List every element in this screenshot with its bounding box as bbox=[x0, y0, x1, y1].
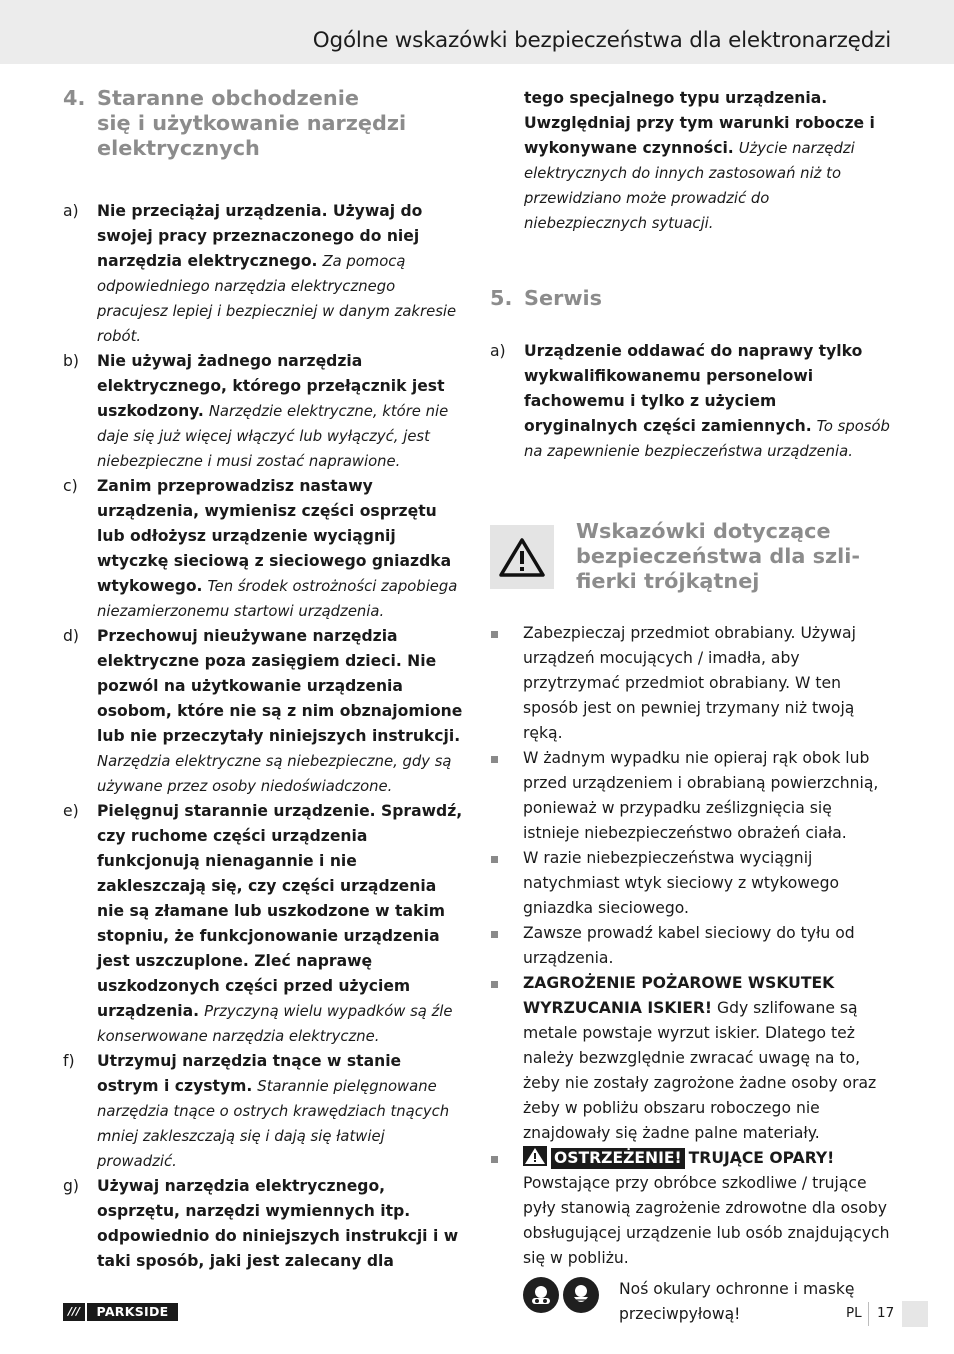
bullet-bold-text: ZAGROŻENIE POŻAROWE WSKUTEK WYRZUCANIA ISKIER! bbox=[523, 974, 835, 1017]
page-title: Ogólne wskazówki bezpieczeństwa dla elektronarzędzi bbox=[312, 28, 891, 53]
list-marker: c) bbox=[63, 477, 78, 495]
section-4-title-line: elektrycznych bbox=[97, 136, 260, 160]
item-italic-text: Użycie narzędzi elektrycznych do innych zastosowań niż to przewidziano może prowadzić do niebezpiecznych sytuacji. bbox=[524, 140, 855, 232]
bullet-item bbox=[490, 846, 892, 921]
bullet-square bbox=[490, 971, 523, 1146]
item-italic-text: Ten środek ostrożności zapobiega niezamierzonemu startowi urządzenia. bbox=[97, 578, 458, 620]
item-italic-text: To sposób na zapewnienie bezpieczeństwa urządzenia. bbox=[524, 418, 890, 460]
grinder-safety-heading bbox=[490, 519, 892, 594]
grinder-title-line: Wskazówki dotyczące bbox=[576, 519, 831, 543]
bullet-item bbox=[490, 971, 892, 1146]
bullet-item bbox=[490, 746, 892, 846]
bullet-square bbox=[490, 746, 523, 846]
item-bold-text: Nie przeciążaj urządzenia. Używaj do swojej pracy przeznaczonego do niej narzędzia elektrycznego. bbox=[97, 202, 423, 270]
safety-goggles-icon bbox=[523, 1277, 559, 1313]
page-tab bbox=[902, 1301, 928, 1327]
section-4-heading bbox=[63, 86, 467, 161]
list-marker: e) bbox=[63, 802, 79, 820]
item-italic-text: Za pomocą odpowiedniego narzędzia elektrycznego pracujesz lepiej i bezpieczniej w danym zakresie robót. bbox=[97, 253, 457, 345]
item-bold-text: Przechowuj nieużywane narzędzia elektryczne poza zasięgiem dzieci. Nie pozwól na użytkowanie urządzenia osobom, które nie są z nim obznajomione lub nie przeczytały niniejszych instrukcji. bbox=[97, 627, 463, 745]
item-bold-text: Pielęgnuj starannie urządzenie. Sprawdź, czy ruchome części urządzenia funkcjonują nienagannie i nie zakleszczają się, czy części urządzenia nie są złamane lub uszkodzone w takim stopniu, że funkcjonowanie urządzenia jest uszczuplone. Zleć naprawę uszkodzonych części przed użyciem urządzenia. bbox=[97, 802, 463, 1020]
grinder-title-line: fierki trójkątnej bbox=[576, 569, 760, 593]
list-marker: d) bbox=[63, 627, 79, 645]
item-bold-text: Używaj narzędzia elektrycznego, osprzętu, narzędzi wymiennych itp. odpowiednio do niniejszych instrukcji i w taki sposób, jaki jest zalecany dla bbox=[97, 1177, 459, 1270]
ppe-text: Noś okulary ochronne i maskę przeciwpyłową! bbox=[619, 1280, 855, 1323]
section-4-title bbox=[97, 86, 406, 161]
list-marker: f) bbox=[63, 1052, 75, 1070]
list-marker: a) bbox=[490, 342, 506, 360]
warning-label-badge: OSTRZEŻENIE! bbox=[551, 1148, 685, 1169]
ppe-icons bbox=[523, 1277, 599, 1313]
bullet-text: Zawsze prowadź kabel sieciowy do tyłu od urządzenia. bbox=[523, 924, 855, 967]
page-number: 17 bbox=[877, 1305, 895, 1321]
bullet-square bbox=[490, 921, 523, 971]
list-marker: a) bbox=[63, 202, 79, 220]
section-4-title-line: się i użytkowanie narzędzi bbox=[97, 111, 407, 135]
logo-text: PARKSIDE bbox=[87, 1303, 178, 1321]
section-4-title-line: Staranne obchodzenie bbox=[97, 86, 359, 110]
warning-triangle-icon bbox=[490, 525, 554, 589]
bullet-text: Gdy szlifowane są metale powstaje wyrzut iskier. Dlatego też należy bezwzględnie zwracać uwagę na to, żeby nie zostały zagrożone żadne osoby oraz żeby w pobliżu obszaru roboczego nie znajdowały się żadne palne materiały. bbox=[523, 999, 877, 1142]
language-code: PL bbox=[846, 1305, 862, 1321]
grinder-title-line: bezpieczeństwa dla szli- bbox=[576, 544, 861, 568]
section-5-number: 5. bbox=[490, 286, 513, 310]
bullet-text: W żadnym wypadku nie opieraj rąk obok lub przed urządzeniem i obrabianą powierzchnią, ponieważ w przypadku ześlizgnięcia się istnieje niebezpieczeństwo obrażeń ciała. bbox=[523, 749, 879, 842]
list-marker: b) bbox=[63, 352, 79, 370]
right-column bbox=[490, 86, 895, 1327]
bullet-item bbox=[490, 621, 892, 746]
grinder-safety-title bbox=[576, 519, 860, 594]
item-bold-text: Zanim przeprowadzisz nastawy urządzenia, wymienisz części osprzętu lub odłożysz urządzenie wyciągnij wtyczkę sieciową z sieciowego gniazdka wtykowego. bbox=[97, 477, 452, 595]
bullet-square bbox=[490, 846, 523, 921]
bullet-text: W razie niebezpieczeństwa wyciągnij natychmiast wtyk sieciowy z wtykowego gniazdka sieciowego. bbox=[523, 849, 840, 917]
list-item bbox=[490, 339, 892, 464]
item-italic-text: Narzędzia elektryczne są niebezpieczne, gdy są używane przez osoby niedoświadczone. bbox=[97, 753, 452, 795]
list-item bbox=[63, 624, 467, 799]
ppe-row bbox=[523, 1277, 895, 1327]
footer-divider bbox=[868, 1302, 869, 1326]
bullet-item bbox=[490, 921, 892, 971]
list-item bbox=[63, 1049, 467, 1174]
bullet-item-warning bbox=[490, 1146, 892, 1271]
list-item bbox=[63, 474, 467, 624]
list-item bbox=[63, 799, 467, 1049]
left-column bbox=[63, 86, 467, 1274]
item-bold-text: Utrzymuj narzędzia tnące w stanie ostrym i czystym. bbox=[97, 1052, 402, 1095]
list-item bbox=[63, 199, 467, 349]
item-bold-text: tego specjalnego typu urządzenia. Uwzględniaj przy tym warunki robocze i wykonywane czynności. bbox=[524, 89, 875, 157]
bullet-text: Zabezpieczaj przedmiot obrabiany. Używaj urządzeń mocujących / imadła, aby przytrzymać przedmiot obrabiany. W ten sposób jest on pewniej trzymany niż twoją ręką. bbox=[523, 624, 856, 742]
warning-bold-text: TRUJĄCE OPARY! bbox=[688, 1149, 835, 1167]
section-4-number: 4. bbox=[63, 86, 86, 110]
list-marker: g) bbox=[63, 1177, 79, 1195]
logo-mark: /// bbox=[63, 1303, 85, 1321]
item-bold-text: Nie używaj żadnego narzędzia elektrycznego, którego przełącznik jest uszkodzony. bbox=[97, 352, 445, 420]
list-item-continuation bbox=[490, 86, 892, 236]
section-5-title: Serwis bbox=[524, 286, 603, 310]
dust-mask-icon bbox=[563, 1277, 599, 1313]
section-5-heading bbox=[490, 286, 892, 311]
bullet-square bbox=[490, 1146, 523, 1271]
item-italic-text: Przyczyną wielu wypadków są źle konserwowane narzędzia elektryczne. bbox=[97, 1003, 453, 1045]
warning-text: Powstające przy obróbce szkodliwe / trujące pyły stanowią zagrożenie zdrowotne dla osoby obsługującej urządzenie lub osób znajdujących się w pobliżu. bbox=[523, 1174, 890, 1267]
bullet-square bbox=[490, 621, 523, 746]
item-italic-text: Narzędzie elektryczne, które nie daje się już więcej włączyć lub wyłączyć, jest niebezpieczne i musi zostać naprawione. bbox=[97, 403, 449, 470]
parkside-logo bbox=[63, 1303, 178, 1321]
item-bold-text: Urządzenie oddawać do naprawy tylko wykwalifikowanemu personelowi fachowemu i tylko z użyciem oryginalnych części zamiennych. bbox=[524, 342, 863, 435]
item-italic-text: Starannie pielęgnowane narzędzia tnące o ostrych krawędziach tnących mniej zakleszczają się i dają się łatwiej prowadzić. bbox=[97, 1078, 450, 1170]
list-item bbox=[63, 349, 467, 474]
warning-small-icon bbox=[523, 1146, 547, 1166]
list-item bbox=[63, 1174, 467, 1274]
